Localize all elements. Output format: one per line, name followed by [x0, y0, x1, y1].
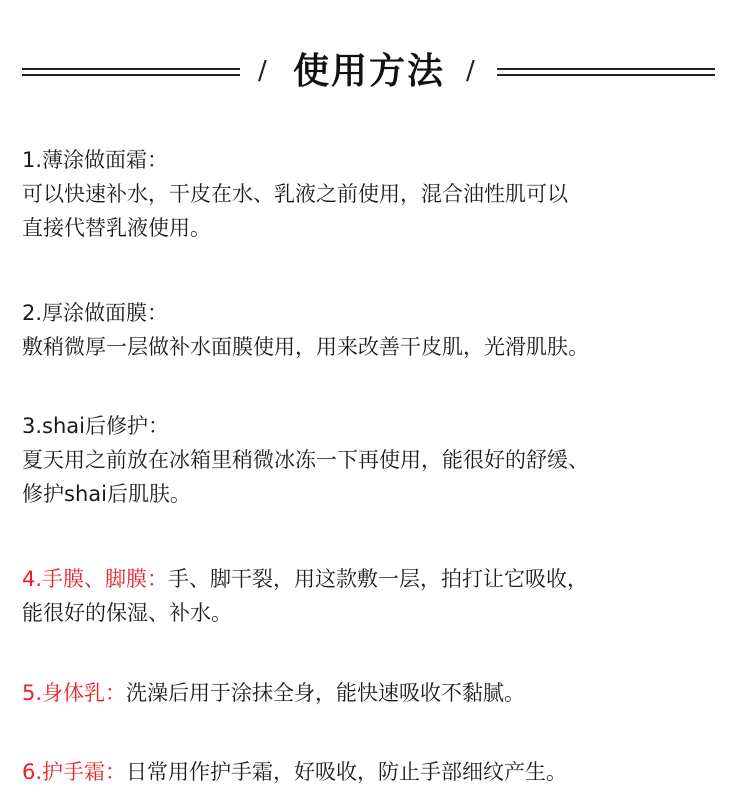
section-first-line: [22, 562, 722, 596]
section-heading: 4.手膜、脚膜：: [22, 567, 169, 591]
section-heading: 5.身体乳：: [22, 681, 127, 705]
section-heading: 1.薄涂做面霜：: [22, 148, 169, 172]
usage-section-3: [22, 409, 722, 511]
usage-section-1: [22, 143, 722, 245]
section-inline-text: 手、脚干裂，用这款敷一层，拍打让它吸收，: [168, 567, 589, 591]
usage-section-5: [22, 676, 722, 710]
page-title: 使用方法: [292, 51, 445, 92]
usage-section-6: [22, 755, 722, 789]
section-heading: 6.护手霜：: [22, 760, 127, 784]
section-heading: 3.shai后修护：: [22, 414, 169, 438]
section-text-line: 能很好的保湿、补水。: [22, 601, 232, 625]
section-text-line: 修护shai后肌肤。: [22, 482, 191, 506]
section-text-line: 敷稍微厚一层做补水面膜使用，用来改善干皮肌，光滑肌肤。: [22, 335, 589, 359]
header-rule-right: [497, 68, 715, 76]
section-text-line: 直接代替乳液使用。: [22, 216, 211, 240]
page-header: [0, 48, 735, 96]
section-first-line: [22, 676, 722, 710]
section-text-line: 可以快速补水，干皮在水、乳液之前使用，混合油性肌可以: [22, 182, 568, 206]
usage-section-4: [22, 562, 722, 630]
section-text-line: 夏天用之前放在冰箱里稍微冰冻一下再使用，能很好的舒缓、: [22, 448, 589, 472]
section-first-line: [22, 755, 722, 789]
section-inline-text: 洗澡后用于涂抹全身，能快速吸收不黏腻。: [126, 681, 526, 705]
header-slash-left: /: [258, 56, 267, 86]
usage-section-2: [22, 296, 722, 364]
section-inline-text: 日常用作护手霜，好吸收，防止手部细纹产生。: [126, 760, 568, 784]
section-heading: 2.厚涂做面膜：: [22, 301, 169, 325]
header-rule-left: [22, 68, 240, 76]
header-slash-right: /: [466, 56, 475, 86]
